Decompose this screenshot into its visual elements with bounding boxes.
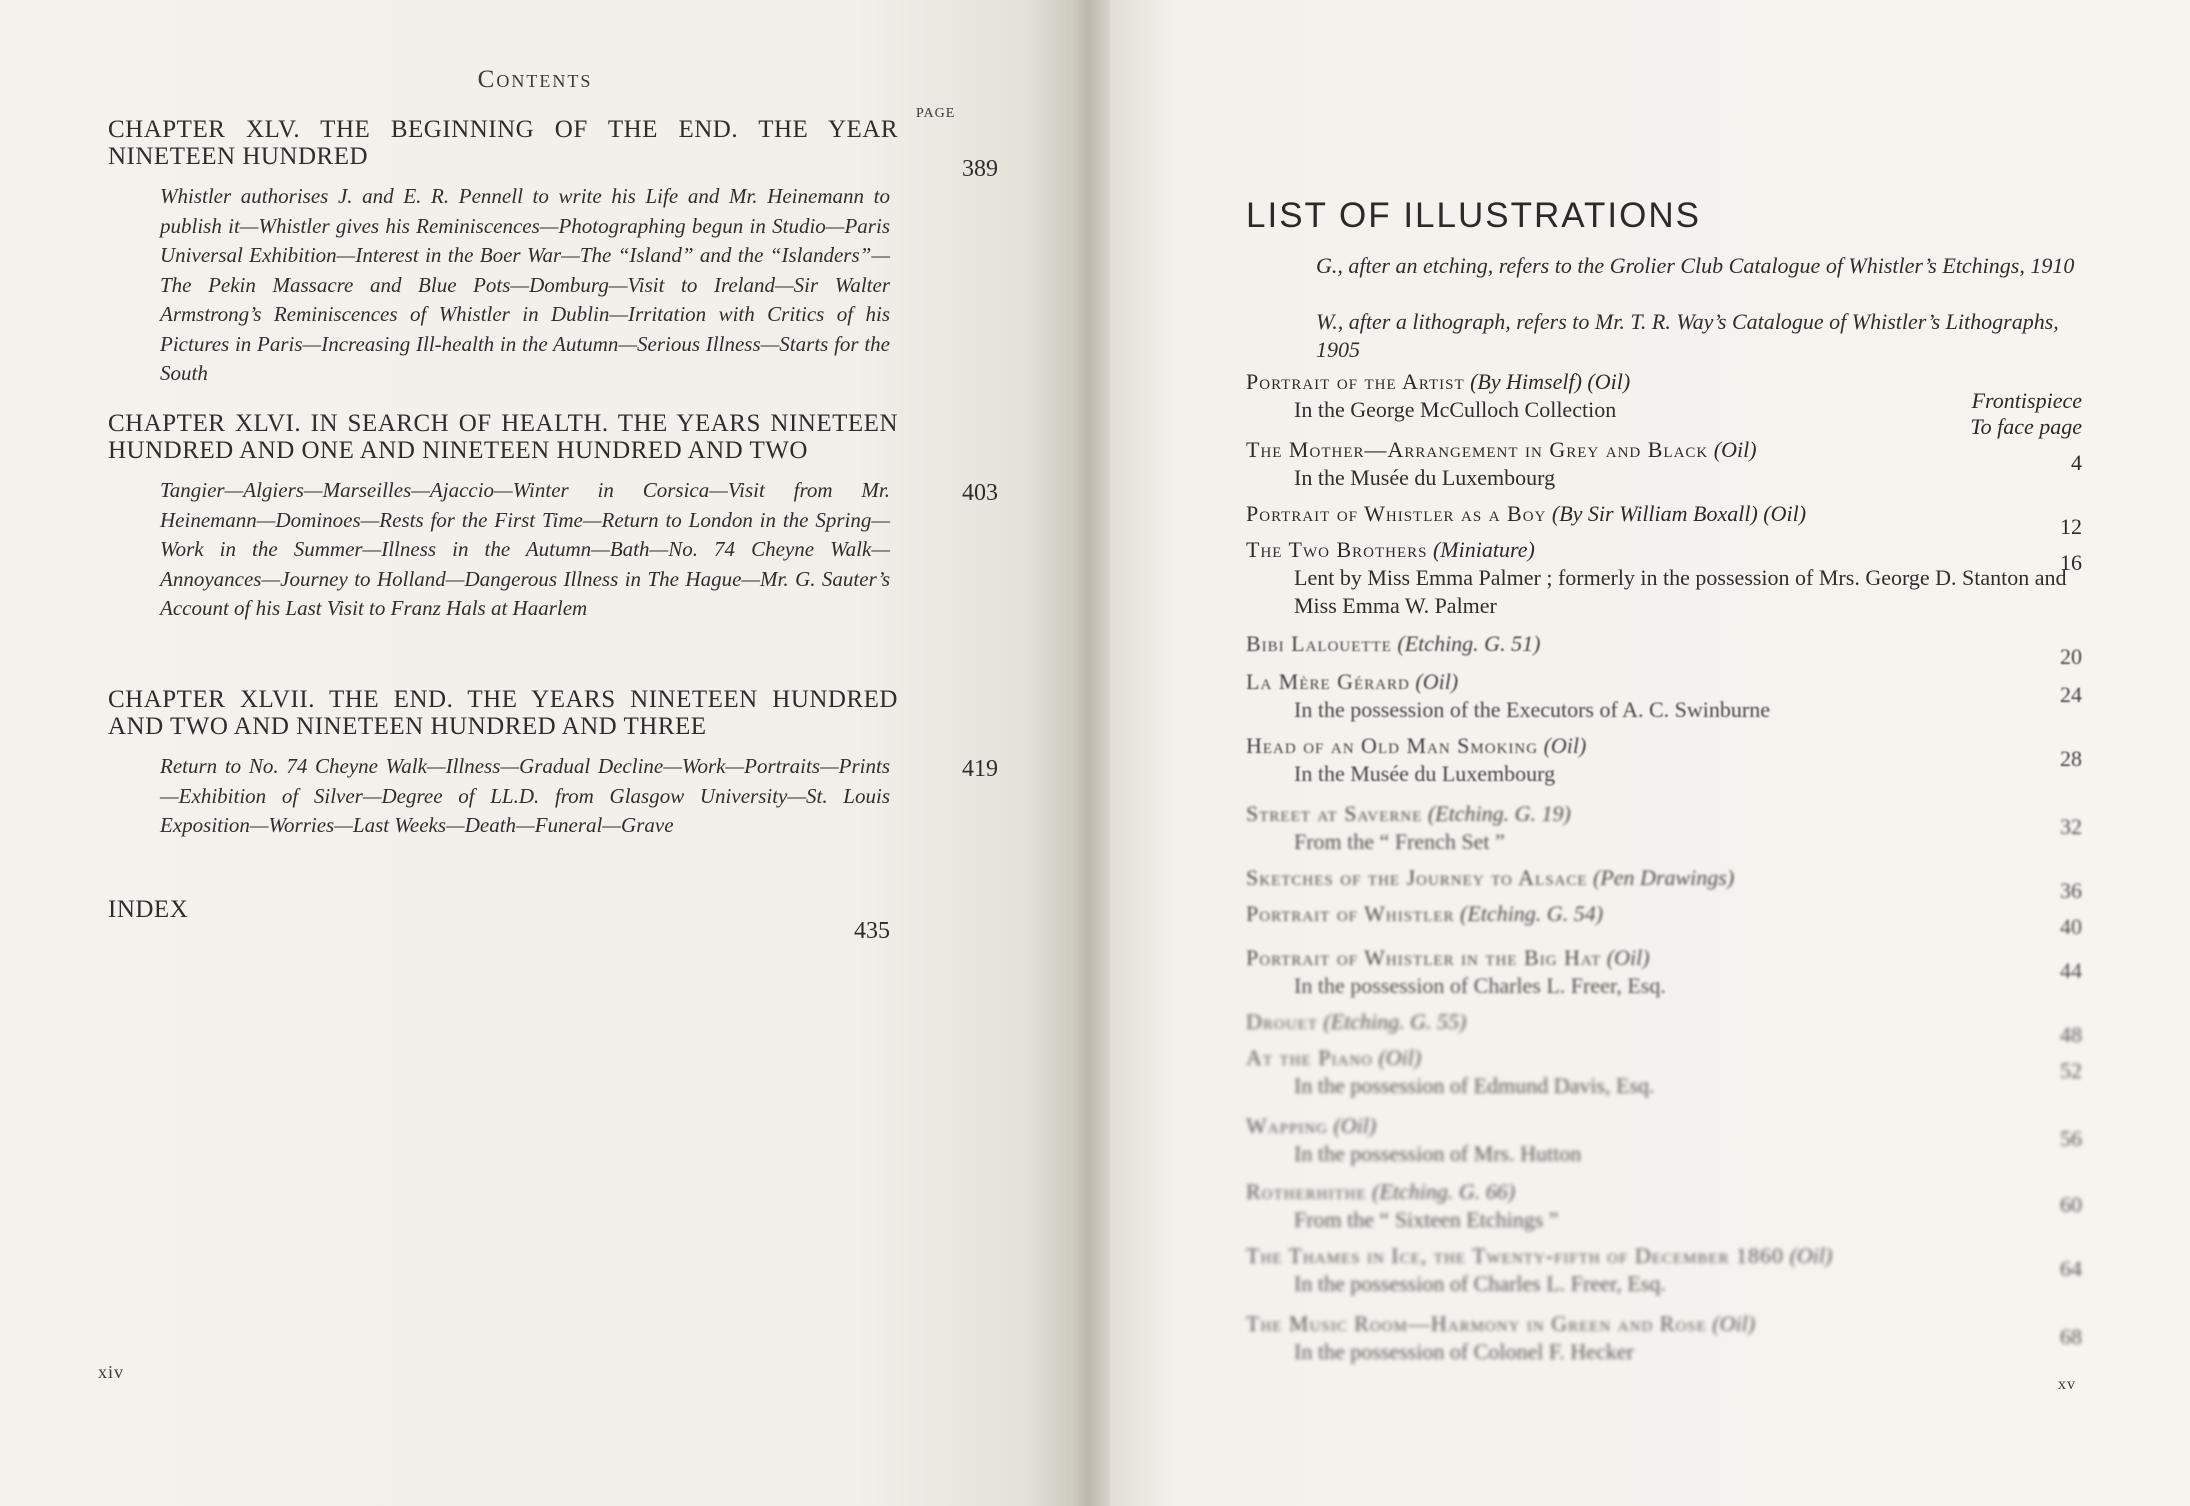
book-gutter [1070,0,1110,1506]
illustration-provenance: In the possession of Edmund Davis, Esq. [1294,1073,1655,1098]
illustration-medium: (Miniature) [1432,537,1535,562]
illustration-medium: (Etching. G. 54) [1460,901,1604,926]
illustration-page-number: 60 [2060,1192,2082,1217]
list-of-illustrations-title: LIST OF ILLUSTRATIONS [1246,196,1701,235]
illustration-title-line [1246,1044,2096,1072]
illustration-title: Portrait of Whistler in the Big Hat [1246,945,1602,970]
illustration-entry [1246,1310,2096,1366]
illustration-entry [1246,368,2096,424]
illustration-entry [1246,1242,2096,1298]
illustration-title-line [1246,1178,2096,1206]
chapter-summary: Tangier—Algiers—Marseilles—Ajaccio—Winter in Corsica—Visit from Mr. Heinemann—Dominoes—Rests for the First Time—Return to London in the Spring—Work in the Summer—Illness in the Autumn—Bath—No. 74 Cheyne Walk—Annoyances—Journey to Holland—Dangerous Illness in The Hague—Mr. G. Sauter’s Account of his Last Visit to Franz Hals at Haarlem [160,478,890,620]
illustration-page-number: 16 [2060,550,2082,575]
illustration-entry [1246,536,2096,620]
illustration-title-line [1246,800,2096,828]
illustration-page-number: 44 [2060,958,2082,983]
illustration-medium: (Oil) [1713,437,1757,462]
illustration-entry [1246,900,2096,928]
illustration-title-line [1246,732,2096,760]
illustration-entry [1246,1178,2096,1234]
to-face-page-label: To face page [1970,414,2082,439]
illustration-title: Portrait of Whistler [1246,901,1455,926]
chapter-page-number: 419 [962,756,998,782]
chapter-entry [108,116,998,389]
illustration-title-line [1246,630,2096,658]
illustration-title: The Music Room—Harmony in Green and Rose [1246,1311,1707,1336]
illustration-title-line [1246,1310,2096,1338]
illustration-title: Portrait of Whistler as a Boy [1246,501,1547,526]
illustration-entry [1246,1112,2096,1168]
illustration-provenance: In the possession of the Executors of A. C. Swinburne [1294,697,1770,722]
illustration-page-number: 20 [2060,644,2082,669]
illustration-provenance: In the Musée du Luxembourg [1294,465,1556,490]
chapter-title: CHAPTER XLVI. IN SEARCH OF HEALTH. THE YEARS NINETEEN HUNDRED AND ONE AND NINETEEN HUNDRED AND TWO [108,410,898,464]
illustration-title: The Thames in Ice, the Twenty-fifth of December 1860 [1246,1243,1785,1268]
illustration-page-number: 68 [2060,1324,2082,1349]
illustration-title: The Two Brothers [1246,537,1428,562]
illustration-page-number: 64 [2060,1256,2082,1281]
chapter-title: CHAPTER XLV. THE BEGINNING OF THE END. THE YEAR NINETEEN HUNDRED [108,116,898,170]
illustration-title-line [1246,1242,2096,1270]
chapter-summary: Return to No. 74 Cheyne Walk—Illness—Gradual Decline—Work—Portraits—Prints—Exhibition of Silver—Degree of LL.D. from Glasgow University—St. Louis Exposition—Worries—Last Weeks—Death—Funeral—Grave [160,754,890,837]
illustration-title: Head of an Old Man Smoking [1246,733,1539,758]
illustration-medium: (Oil) [1606,945,1650,970]
illustration-entry [1246,732,2096,788]
illustration-entry [1246,944,2096,1000]
illustration-provenance: In the possession of Charles L. Freer, Esq. [1294,1271,1666,1296]
illustration-page-number: 56 [2060,1126,2082,1151]
illustration-medium: (Oil) [1789,1243,1833,1268]
illustration-title-line [1246,436,2096,464]
index-heading: INDEX [108,896,189,923]
illustration-medium: (Oil) [1415,669,1459,694]
illustration-title: Street at Saverne [1246,801,1423,826]
illustration-title: Drouet [1246,1009,1318,1034]
illustration-medium: (Oil) [1543,733,1587,758]
illustration-medium: (By Sir William Boxall) (Oil) [1551,501,1807,526]
illustration-page-number: 48 [2060,1022,2082,1047]
illustration-provenance: From the “ Sixteen Etchings ” [1294,1207,1559,1232]
illustration-page-number: 52 [2060,1058,2082,1083]
illustration-entry [1246,800,2096,856]
chapter-page-number: 389 [962,156,998,182]
catalogue-note: G., after an etching, refers to the Grolier Club Catalogue of Whistler’s Etchings, 1910 [1316,253,2075,278]
illustration-title: Portrait of the Artist [1246,369,1465,394]
illustration-provenance: In the possession of Mrs. Hutton [1294,1141,1582,1166]
illustration-title: Rotherhithe [1246,1179,1367,1204]
chapter-summary: Whistler authorises J. and E. R. Pennell to write his Life and Mr. Heinemann to publish it—Whistler gives his Reminiscences—Photographing begun in Studio—Paris Universal Exhibition—Interest in the Boer War—The “Island” and the “Islanders”—The Pekin Massacre and Blue Pots—Domburg—Visit to Ireland—Sir Walter Armstrong’s Reminiscences of Whistler in Dublin—Irritation with Critics of his Pictures in Paris—Increasing Ill-health in the Autumn—Serious Illness—Starts for the South [160,184,890,385]
illustration-title: Sketches of the Journey to Alsace [1246,865,1588,890]
illustration-title: Wapping [1246,1113,1328,1138]
illustration-entry [1246,1008,2096,1036]
illustration-medium: (Oil) [1378,1045,1422,1070]
illustration-provenance: Lent by Miss Emma Palmer ; formerly in the possession of Mrs. George D. Stanton and Miss Emma W. Palmer [1294,565,2067,618]
illustration-page-number: 40 [2060,914,2082,939]
illustration-title: Bibi Lalouette [1246,631,1392,656]
illustration-entry [1246,630,2096,658]
illustration-title: At the Piano [1246,1045,1373,1070]
illustration-medium: (By Himself) (Oil) [1470,369,1631,394]
illustration-medium: (Oil) [1712,1311,1756,1336]
illustration-page-number: 36 [2060,878,2082,903]
illustration-entry [1246,668,2096,724]
illustration-page-number: 28 [2060,746,2082,771]
chapter-page-number: 403 [962,480,998,506]
running-head: Contents [477,66,593,93]
illustration-provenance: From the “ French Set ” [1294,829,1505,854]
illustration-provenance: In the possession of Colonel F. Hecker [1294,1339,1634,1364]
illustration-title-line [1246,1112,2096,1140]
illustration-title-line [1246,368,2096,396]
illustration-title: The Mother—Arrangement in Grey and Black [1246,437,1709,462]
illustration-page-number: 12 [2060,514,2082,539]
page-folio-right: xv [2058,1376,2076,1393]
illustration-title-line [1246,1008,2096,1036]
illustration-entry [1246,1044,2096,1100]
chapter-title: CHAPTER XLVII. THE END. THE YEARS NINETEEN HUNDRED AND TWO AND NINETEEN HUNDRED AND THREE [108,686,898,740]
chapter-entry [108,410,998,624]
illustration-medium: (Etching. G. 55) [1323,1009,1467,1034]
illustration-entry [1246,864,2096,892]
illustration-title-line [1246,500,2096,528]
illustration-title-line [1246,668,2096,696]
page-column-label: PAGE [916,106,956,121]
illustration-medium: (Etching. G. 66) [1372,1179,1516,1204]
illustration-provenance: In the possession of Charles L. Freer, Esq. [1294,973,1666,998]
illustration-provenance: In the Musée du Luxembourg [1294,761,1556,786]
illustration-entry [1246,436,2096,492]
illustration-title-line [1246,900,2096,928]
index-page-number: 435 [854,918,890,944]
chapter-entry [108,686,998,841]
illustration-page-number: 4 [2071,450,2082,475]
illustration-entry [1246,500,2096,528]
illustration-title-line [1246,536,2096,564]
page-folio-left: xiv [98,1362,125,1382]
illustration-medium: (Etching. G. 19) [1427,801,1571,826]
illustration-medium: (Oil) [1333,1113,1377,1138]
illustration-title-line [1246,944,2096,972]
illustration-provenance: In the George McCulloch Collection [1294,397,1617,422]
illustration-medium: (Pen Drawings) [1593,865,1735,890]
illustration-title-line [1246,864,2096,892]
illustration-title: La Mère Gérard [1246,669,1410,694]
frontispiece-label: Frontispiece [1971,388,2082,413]
illustration-page-number: 24 [2060,682,2082,707]
illustration-page-number: 32 [2060,814,2082,839]
catalogue-note: W., after a lithograph, refers to Mr. T. R. Way’s Catalogue of Whistler’s Lithographs, 1905 [1316,309,2059,362]
illustration-medium: (Etching. G. 51) [1397,631,1541,656]
